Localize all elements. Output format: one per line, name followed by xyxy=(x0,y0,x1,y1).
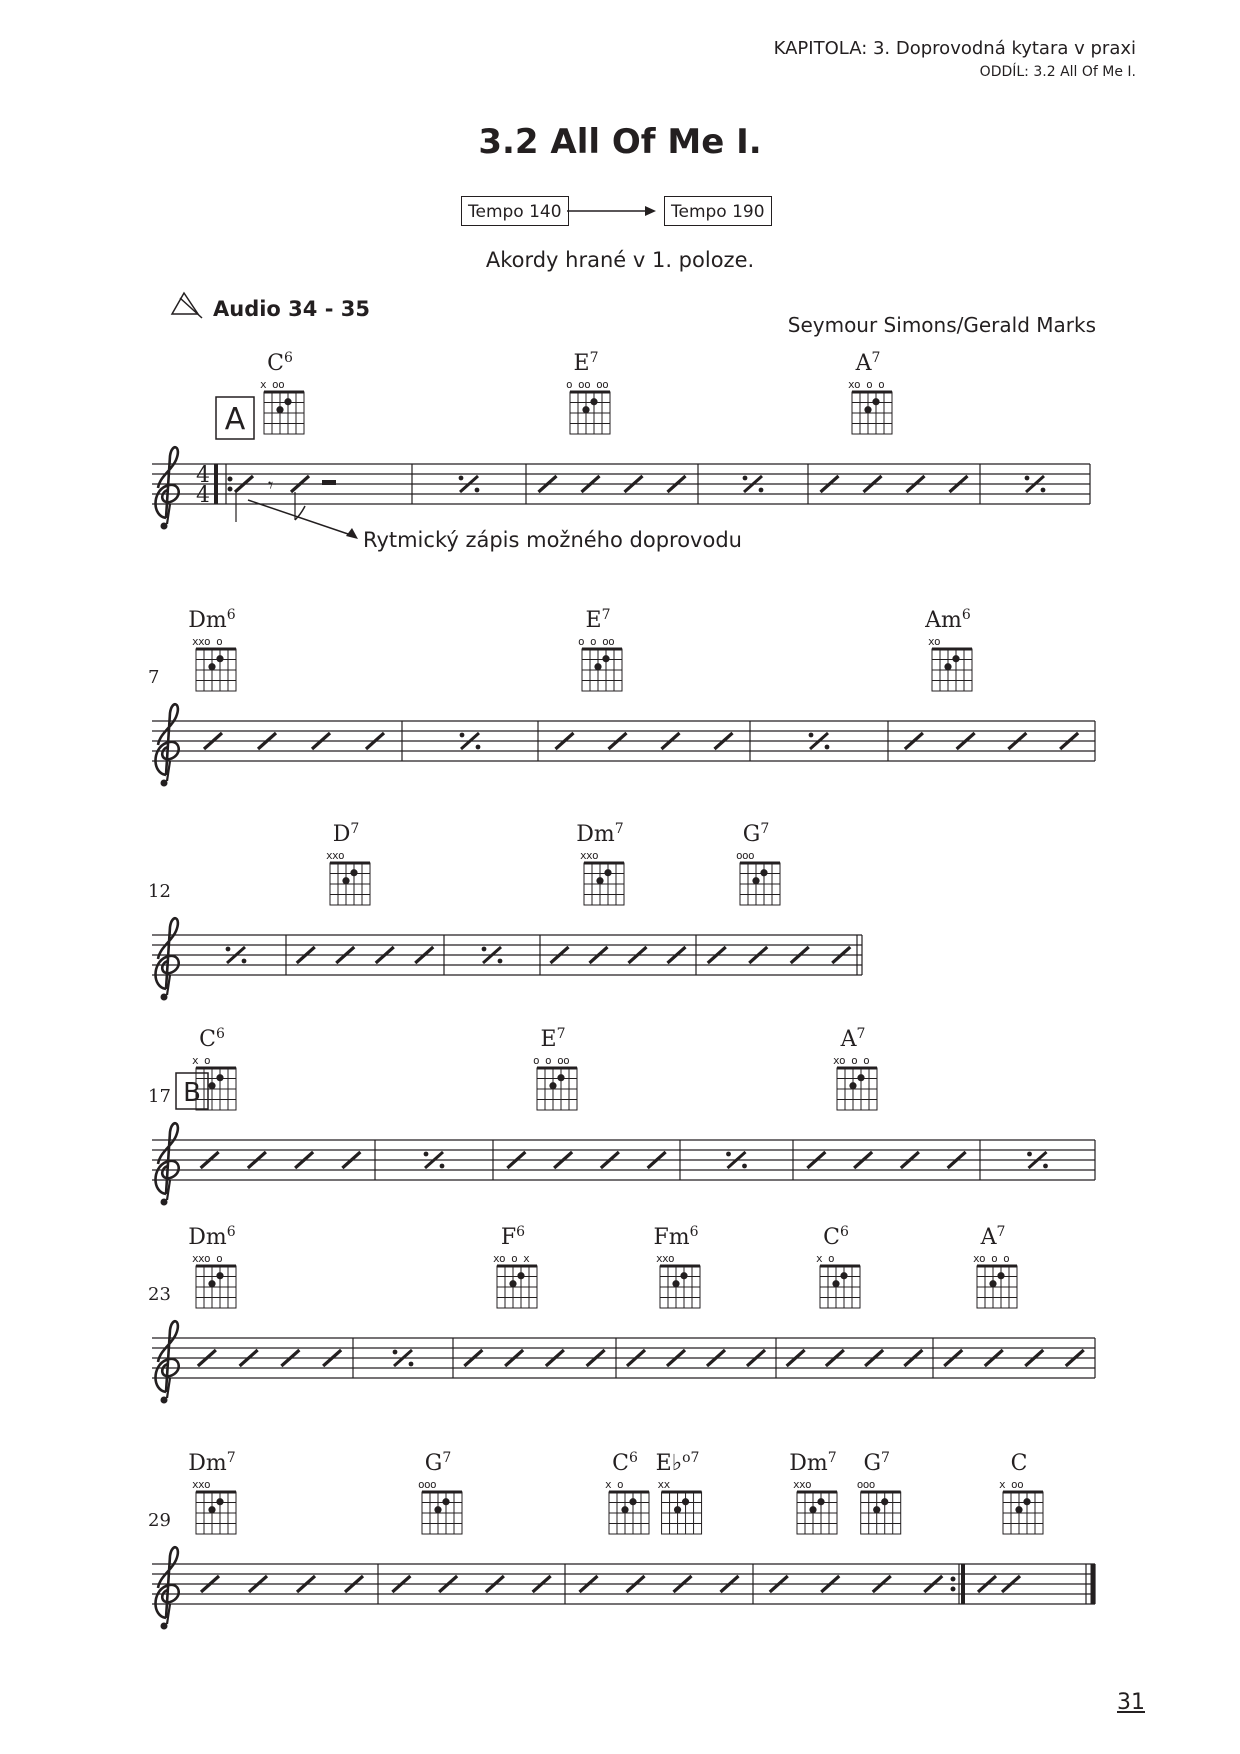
staff-system xyxy=(148,1224,1095,1404)
finger-dot xyxy=(509,1280,516,1287)
finger-dot xyxy=(849,1082,856,1089)
rhythm-annotation: Rytmický zápis možného doprovodu xyxy=(363,528,742,552)
finger-dot xyxy=(208,1280,215,1287)
finger-dot xyxy=(674,1506,681,1513)
chord-extension: 7 xyxy=(442,1450,452,1466)
repeat-dot xyxy=(951,1577,956,1582)
repeat-dot xyxy=(825,745,830,750)
chord-name: Dm$^6$ xyxy=(188,607,236,633)
finger-dot xyxy=(342,877,349,884)
finger-dot xyxy=(582,406,589,413)
finger-dot xyxy=(216,655,223,662)
chord-extension: 6 xyxy=(516,1224,526,1240)
time-signature-bottom: 4 xyxy=(196,483,210,508)
chord-name: $C^6$ xyxy=(612,1450,638,1476)
chord-extension: 7 xyxy=(226,1450,236,1466)
chord-string-markers: ooo xyxy=(736,849,755,862)
chord-name: Dm$^6$ xyxy=(188,1224,236,1250)
chord-name: $A^7$ xyxy=(980,1224,1006,1250)
chord-extension: 6 xyxy=(283,350,293,366)
finger-dot xyxy=(549,1082,556,1089)
chord-name: $D^7$ xyxy=(332,821,360,847)
chord-string-markers: x o xyxy=(816,1252,835,1265)
finger-dot xyxy=(557,1074,564,1081)
audio-label: Audio 34 - 35 xyxy=(213,297,370,321)
finger-dot xyxy=(809,1506,816,1513)
staff-system xyxy=(152,350,1090,539)
chapter-header: KAPITOLA: 3. Doprovodná kytara v praxi xyxy=(773,38,1136,59)
chord-name: $E^7$ xyxy=(573,350,599,376)
repeat-dot xyxy=(809,733,814,738)
finger-dot xyxy=(590,398,597,405)
chord-extension: 7 xyxy=(760,821,770,837)
section-header: ODDÍL: 3.2 All Of Me I. xyxy=(979,64,1136,80)
finger-dot xyxy=(594,663,601,670)
tempo-end: Tempo 190 xyxy=(664,196,772,226)
page-number: 31 xyxy=(1117,1690,1145,1715)
finger-dot xyxy=(350,869,357,876)
rehearsal-mark: B xyxy=(183,1078,201,1108)
chord-string-markers: xxo xyxy=(326,849,345,862)
repeat-dot xyxy=(459,476,464,481)
page-title: 3.2 All Of Me I. xyxy=(478,122,762,162)
repeat-dot xyxy=(228,477,233,482)
repeat-dot xyxy=(409,1362,414,1367)
finger-dot xyxy=(208,1082,215,1089)
finger-dot xyxy=(629,1498,636,1505)
chord-string-markers: xo o x xyxy=(493,1252,530,1265)
chord-string-markers: xo xyxy=(928,635,941,648)
chord-name: $G^7$ xyxy=(424,1450,452,1476)
chord-name: Am$^6$ xyxy=(925,607,971,633)
chord-name: $A^7$ xyxy=(840,1026,866,1052)
measure-number: 17 xyxy=(148,1086,171,1107)
chord-extension: 6 xyxy=(226,1224,236,1240)
repeat-dot xyxy=(1025,476,1030,481)
staff-system xyxy=(148,1450,1095,1630)
finger-dot xyxy=(864,406,871,413)
composer: Seymour Simons/Gerald Marks xyxy=(787,313,1096,337)
finger-dot xyxy=(434,1506,441,1513)
chord-string-markers: x oo xyxy=(999,1478,1024,1491)
chord-string-markers: xo o o xyxy=(833,1054,870,1067)
chord-extension: 7 xyxy=(996,1224,1006,1240)
chord-string-markers: xxo xyxy=(793,1478,812,1491)
annotation-arrow xyxy=(248,500,351,535)
chord-string-markers: xo o o xyxy=(973,1252,1010,1265)
repeat-dot xyxy=(482,947,487,952)
finger-dot xyxy=(760,869,767,876)
finger-dot xyxy=(752,877,759,884)
treble-clef-icon xyxy=(156,1547,179,1618)
chord-string-markers: ooo xyxy=(418,1478,437,1491)
finger-dot xyxy=(872,398,879,405)
chord-string-markers: x oo xyxy=(260,378,285,391)
finger-dot xyxy=(596,877,603,884)
repeat-dot xyxy=(242,959,247,964)
chord-extension: 7 xyxy=(881,1450,890,1466)
staff-system xyxy=(148,607,1095,787)
chord-name: Dm$^7$ xyxy=(188,1450,236,1476)
repeat-dot xyxy=(1041,488,1046,493)
chord-string-markers: xxo o xyxy=(192,1252,223,1265)
chord-name: $G^7$ xyxy=(742,821,770,847)
repeat-dot xyxy=(742,1164,747,1169)
finger-dot xyxy=(1023,1498,1030,1505)
measure-number: 7 xyxy=(148,667,160,688)
finger-dot xyxy=(840,1272,847,1279)
finger-dot xyxy=(216,1074,223,1081)
finger-dot xyxy=(602,655,609,662)
chord-extension: 6 xyxy=(839,1224,849,1240)
repeat-dot xyxy=(1043,1164,1048,1169)
chord-string-markers: o o oo xyxy=(533,1054,570,1067)
chord-extension: 7 xyxy=(856,1026,866,1042)
chord-name: E♭$^{o7}$ xyxy=(655,1450,700,1476)
chord-name: $C^6$ xyxy=(199,1026,225,1052)
rehearsal-mark: A xyxy=(224,402,246,437)
chord-string-markers: xo o o xyxy=(848,378,885,391)
chord-extension: o7 xyxy=(682,1450,700,1466)
repeat-dot xyxy=(393,1350,398,1355)
finger-dot xyxy=(208,663,215,670)
measure-number: 12 xyxy=(148,881,171,902)
subtitle: Akordy hrané v 1. poloze. xyxy=(485,248,755,272)
chord-extension: 7 xyxy=(589,350,599,366)
treble-clef-icon xyxy=(156,1321,179,1392)
measure-number: 29 xyxy=(148,1510,171,1531)
chord-string-markers: ooo xyxy=(856,1478,875,1491)
chord-name: $A^7$ xyxy=(855,350,881,376)
treble-clef-icon xyxy=(156,704,179,775)
repeat-dot xyxy=(475,488,480,493)
finger-dot xyxy=(208,1506,215,1513)
chord-extension: 7 xyxy=(350,821,360,837)
chord-string-markers: o o oo xyxy=(578,635,615,648)
chord-string-markers: x o xyxy=(192,1054,211,1067)
chord-extension: 7 xyxy=(871,350,881,366)
finger-dot xyxy=(284,398,291,405)
chord-extension: 6 xyxy=(215,1026,225,1042)
measure-number: 23 xyxy=(148,1284,171,1305)
repeat-dot xyxy=(424,1152,429,1157)
chord-name: Dm$^7$ xyxy=(576,821,624,847)
chord-extension: 7 xyxy=(601,607,611,623)
chord-name: Fm$^6$ xyxy=(653,1224,699,1250)
finger-dot xyxy=(989,1280,996,1287)
repeat-dot xyxy=(498,959,503,964)
finger-dot xyxy=(944,663,951,670)
chord-string-markers: o oo oo xyxy=(566,378,609,391)
time-signature-top: 4 xyxy=(196,463,210,488)
chord-string-markers: xxo xyxy=(656,1252,675,1265)
chord-name: $E^7$ xyxy=(585,607,611,633)
finger-dot xyxy=(621,1506,628,1513)
finger-dot xyxy=(604,869,611,876)
eighth-rest-icon: 𝄾 xyxy=(268,473,274,497)
chord-name: $E^7$ xyxy=(540,1026,566,1052)
finger-dot xyxy=(216,1498,223,1505)
chord-name: Dm$^7$ xyxy=(789,1450,837,1476)
repeat-dot xyxy=(440,1164,445,1169)
repeat-dot xyxy=(226,947,231,952)
finger-dot xyxy=(832,1280,839,1287)
chord-extension: 6 xyxy=(689,1224,699,1240)
staff-system xyxy=(148,1026,1095,1206)
chord-name: $F^6$ xyxy=(500,1224,526,1250)
chord-name: $C^6$ xyxy=(267,350,293,376)
chord-extension: 6 xyxy=(961,607,971,623)
staff-system xyxy=(148,821,862,1001)
finger-dot xyxy=(682,1498,689,1505)
finger-dot xyxy=(952,655,959,662)
repeat-dot xyxy=(476,745,481,750)
finger-dot xyxy=(997,1272,1004,1279)
finger-dot xyxy=(881,1498,888,1505)
chord-extension: 6 xyxy=(226,607,236,623)
treble-clef-icon xyxy=(156,447,179,518)
chord-extension: 6 xyxy=(628,1450,638,1466)
chord-string-markers: xxo xyxy=(192,1478,211,1491)
repeat-dot xyxy=(759,488,764,493)
finger-dot xyxy=(442,1498,449,1505)
finger-dot xyxy=(1015,1506,1022,1513)
chord-name: C xyxy=(1010,1451,1028,1476)
repeat-dot xyxy=(951,1587,956,1592)
repeat-dot xyxy=(460,733,465,738)
repeat-dot xyxy=(726,1152,731,1157)
finger-dot xyxy=(216,1272,223,1279)
chord-string-markers: xxo o xyxy=(192,635,223,648)
finger-dot xyxy=(817,1498,824,1505)
finger-dot xyxy=(517,1272,524,1279)
chord-string-markers: x o xyxy=(605,1478,624,1491)
tempo-start: Tempo 140 xyxy=(461,196,569,226)
finger-dot xyxy=(672,1280,679,1287)
chord-extension: 7 xyxy=(614,821,624,837)
finger-dot xyxy=(873,1506,880,1513)
chord-string-markers: xx xyxy=(657,1478,670,1491)
finger-dot xyxy=(857,1074,864,1081)
chord-string-markers: xxo xyxy=(580,849,599,862)
repeat-dot xyxy=(228,487,233,492)
finger-dot xyxy=(276,406,283,413)
finger-dot xyxy=(680,1272,687,1279)
treble-clef-icon xyxy=(156,918,179,989)
treble-clef-icon xyxy=(156,1123,179,1194)
half-rest-icon xyxy=(322,480,336,485)
chord-extension: 7 xyxy=(827,1450,837,1466)
chord-name: $C^6$ xyxy=(823,1224,849,1250)
chord-extension: 7 xyxy=(556,1026,566,1042)
repeat-dot xyxy=(1027,1152,1032,1157)
chord-name: $G^7$ xyxy=(863,1450,890,1476)
repeat-dot xyxy=(743,476,748,481)
